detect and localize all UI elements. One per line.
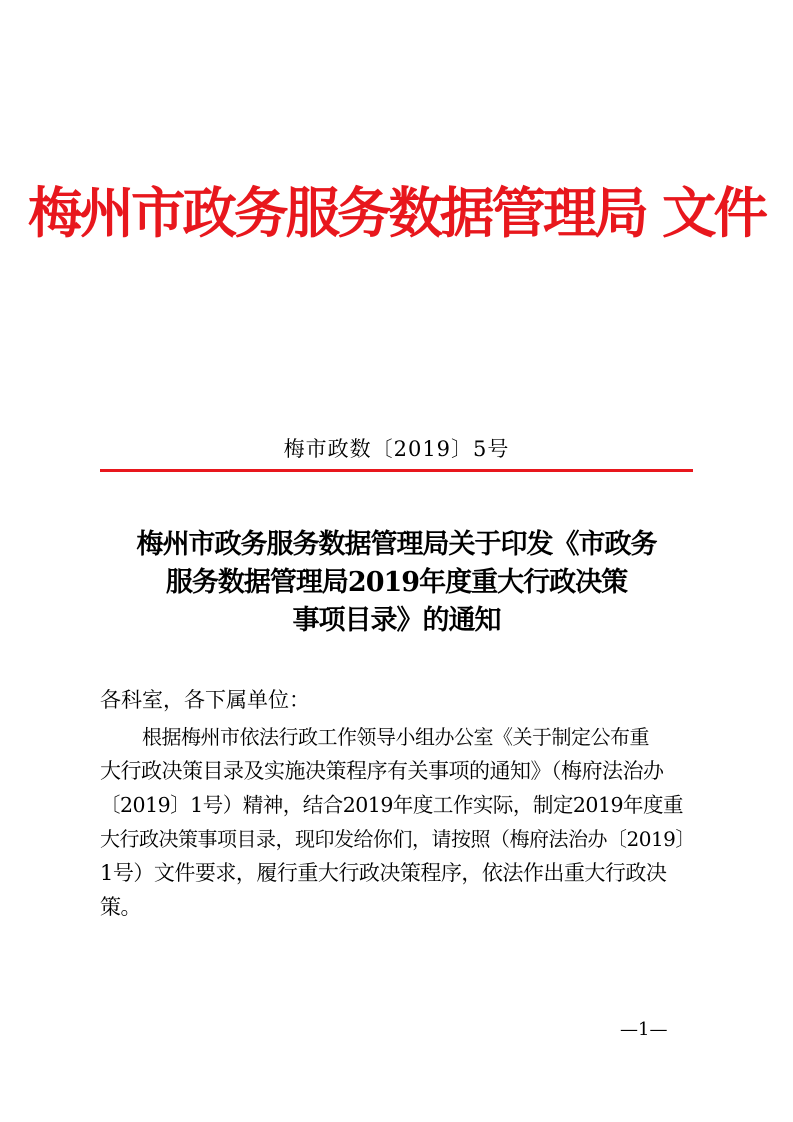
body-line: 大行政决策事项目录，现印发给你们，请按照（梅府法治办〔2019〕 <box>100 827 695 851</box>
body-line: 〔2019〕1号）精神，结合2019年度工作实际，制定2019年度重 <box>100 793 684 817</box>
salutation: 各科室，各下属单位： <box>100 688 310 712</box>
red-divider-line <box>100 469 693 472</box>
notice-title-line: 事项目录》的通知 <box>292 605 501 636</box>
notice-title-line: 服务数据管理局2019年度重大行政决策 <box>165 567 628 598</box>
notice-title-line: 梅州市政务服务数据管理局关于印发《市政务 <box>136 529 657 560</box>
document-header-title: 梅州市政务服务数据管理局 文件 <box>28 181 765 245</box>
page-number: —1— <box>620 1019 668 1040</box>
notice-title <box>90 526 703 640</box>
body-line: 根据梅州市依法行政工作领导小组办公室《关于制定公布重 <box>142 725 649 749</box>
body-paragraph <box>100 720 696 924</box>
body-line: 1号）文件要求，履行重大行政决策程序，依法作出重大行政决 <box>100 861 667 885</box>
document-number: 梅市政数〔2019〕5号 <box>283 437 510 461</box>
body-line: 大行政决策目录及实施决策程序有关事项的通知》（梅府法治办 <box>100 759 664 783</box>
body-line: 策。 <box>100 895 141 919</box>
